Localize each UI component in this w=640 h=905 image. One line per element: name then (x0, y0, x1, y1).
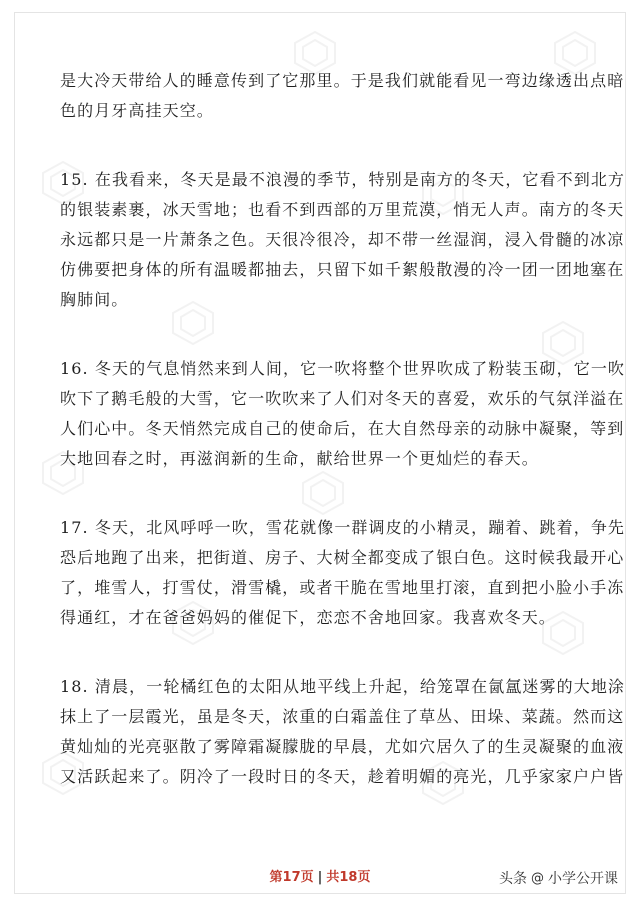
page-number: 第17页 (269, 870, 314, 885)
text-line: 抹上了一层霞光，虽是冬天，浓重的白霜盖住了草丛、田垛、菜蔬。然而这 (60, 707, 625, 726)
source-watermark (499, 868, 618, 888)
document-body (60, 66, 626, 792)
total-pages: 共18页 (326, 870, 371, 885)
text-line: 大地回春之时，再滋润新的生命，献给世界一个更灿烂的春天。 (60, 449, 539, 468)
text-line: 的银装素裹，冰天雪地；也看不到西部的万里荒漠，悄无人声。南方的冬天 (60, 200, 625, 219)
paragraph-17 (60, 513, 626, 633)
text-line: 胸肺间。 (60, 290, 129, 309)
text-line: 得通红，才在爸爸妈妈的催促下，恋恋不舍地回家。我喜欢冬天。 (60, 608, 556, 627)
footer-separator: | (317, 870, 323, 885)
text-line: 人们心中。冬天悄然完成自己的使命后，在大自然母亲的动脉中凝聚，等到 (60, 419, 625, 438)
paragraph-continuation (60, 66, 625, 126)
paragraph-18 (60, 672, 626, 792)
text-line: 吹下了鹅毛般的大雪，它一吹吹来了人们对冬天的喜爱，欢乐的气氛洋溢在 (60, 389, 625, 408)
source-label: 头条 (499, 871, 527, 887)
text-line: 是大冷天带给人的睡意传到了它那里。于是我们就能看见一弯边缘透出点暗 (60, 71, 625, 90)
text-line: 了，堆雪人，打雪仗，滑雪橇，或者干脆在雪地里打滚，直到把小脸小手冻 (60, 578, 625, 597)
paragraph-16 (60, 354, 626, 474)
text-line: 又活跃起来了。阴冷了一段时日的冬天，趁着明媚的亮光，几乎家家户户皆 (60, 767, 625, 786)
at-symbol: @ (531, 870, 544, 886)
text-line: 黄灿灿的光亮驱散了雾障霜凝朦胧的早晨，尤如穴居久了的生灵凝聚的血液 (60, 737, 625, 756)
paragraph-15 (60, 165, 626, 315)
account-name: 小学公开课 (548, 871, 618, 887)
text-line: 色的月牙高挂天空。 (60, 101, 214, 120)
text-line: 仿佛要把身体的所有温暖都抽去，只留下如千絮般散漫的冷一团一团地塞在 (60, 260, 625, 279)
text-line: 恐后地跑了出来，把街道、房子、大树全都变成了银白色。这时候我最开心 (60, 548, 625, 567)
text-line: 15. 在我看来，冬天是最不浪漫的季节，特别是南方的冬天，它看不到北方 (60, 170, 626, 189)
text-line: 永远都只是一片萧条之色。天很冷很冷，却不带一丝湿润，浸入骨髓的冰凉 (60, 230, 625, 249)
text-line: 17. 冬天，北风呼呼一吹，雪花就像一群调皮的小精灵，蹦着、跳着，争先 (60, 518, 626, 537)
text-line: 18. 清晨，一轮橘红色的太阳从地平线上升起，给笼罩在氤氲迷雾的大地涂 (60, 677, 626, 696)
text-line: 16. 冬天的气息悄然来到人间，它一吹将整个世界吹成了粉装玉砌，它一吹 (60, 359, 626, 378)
